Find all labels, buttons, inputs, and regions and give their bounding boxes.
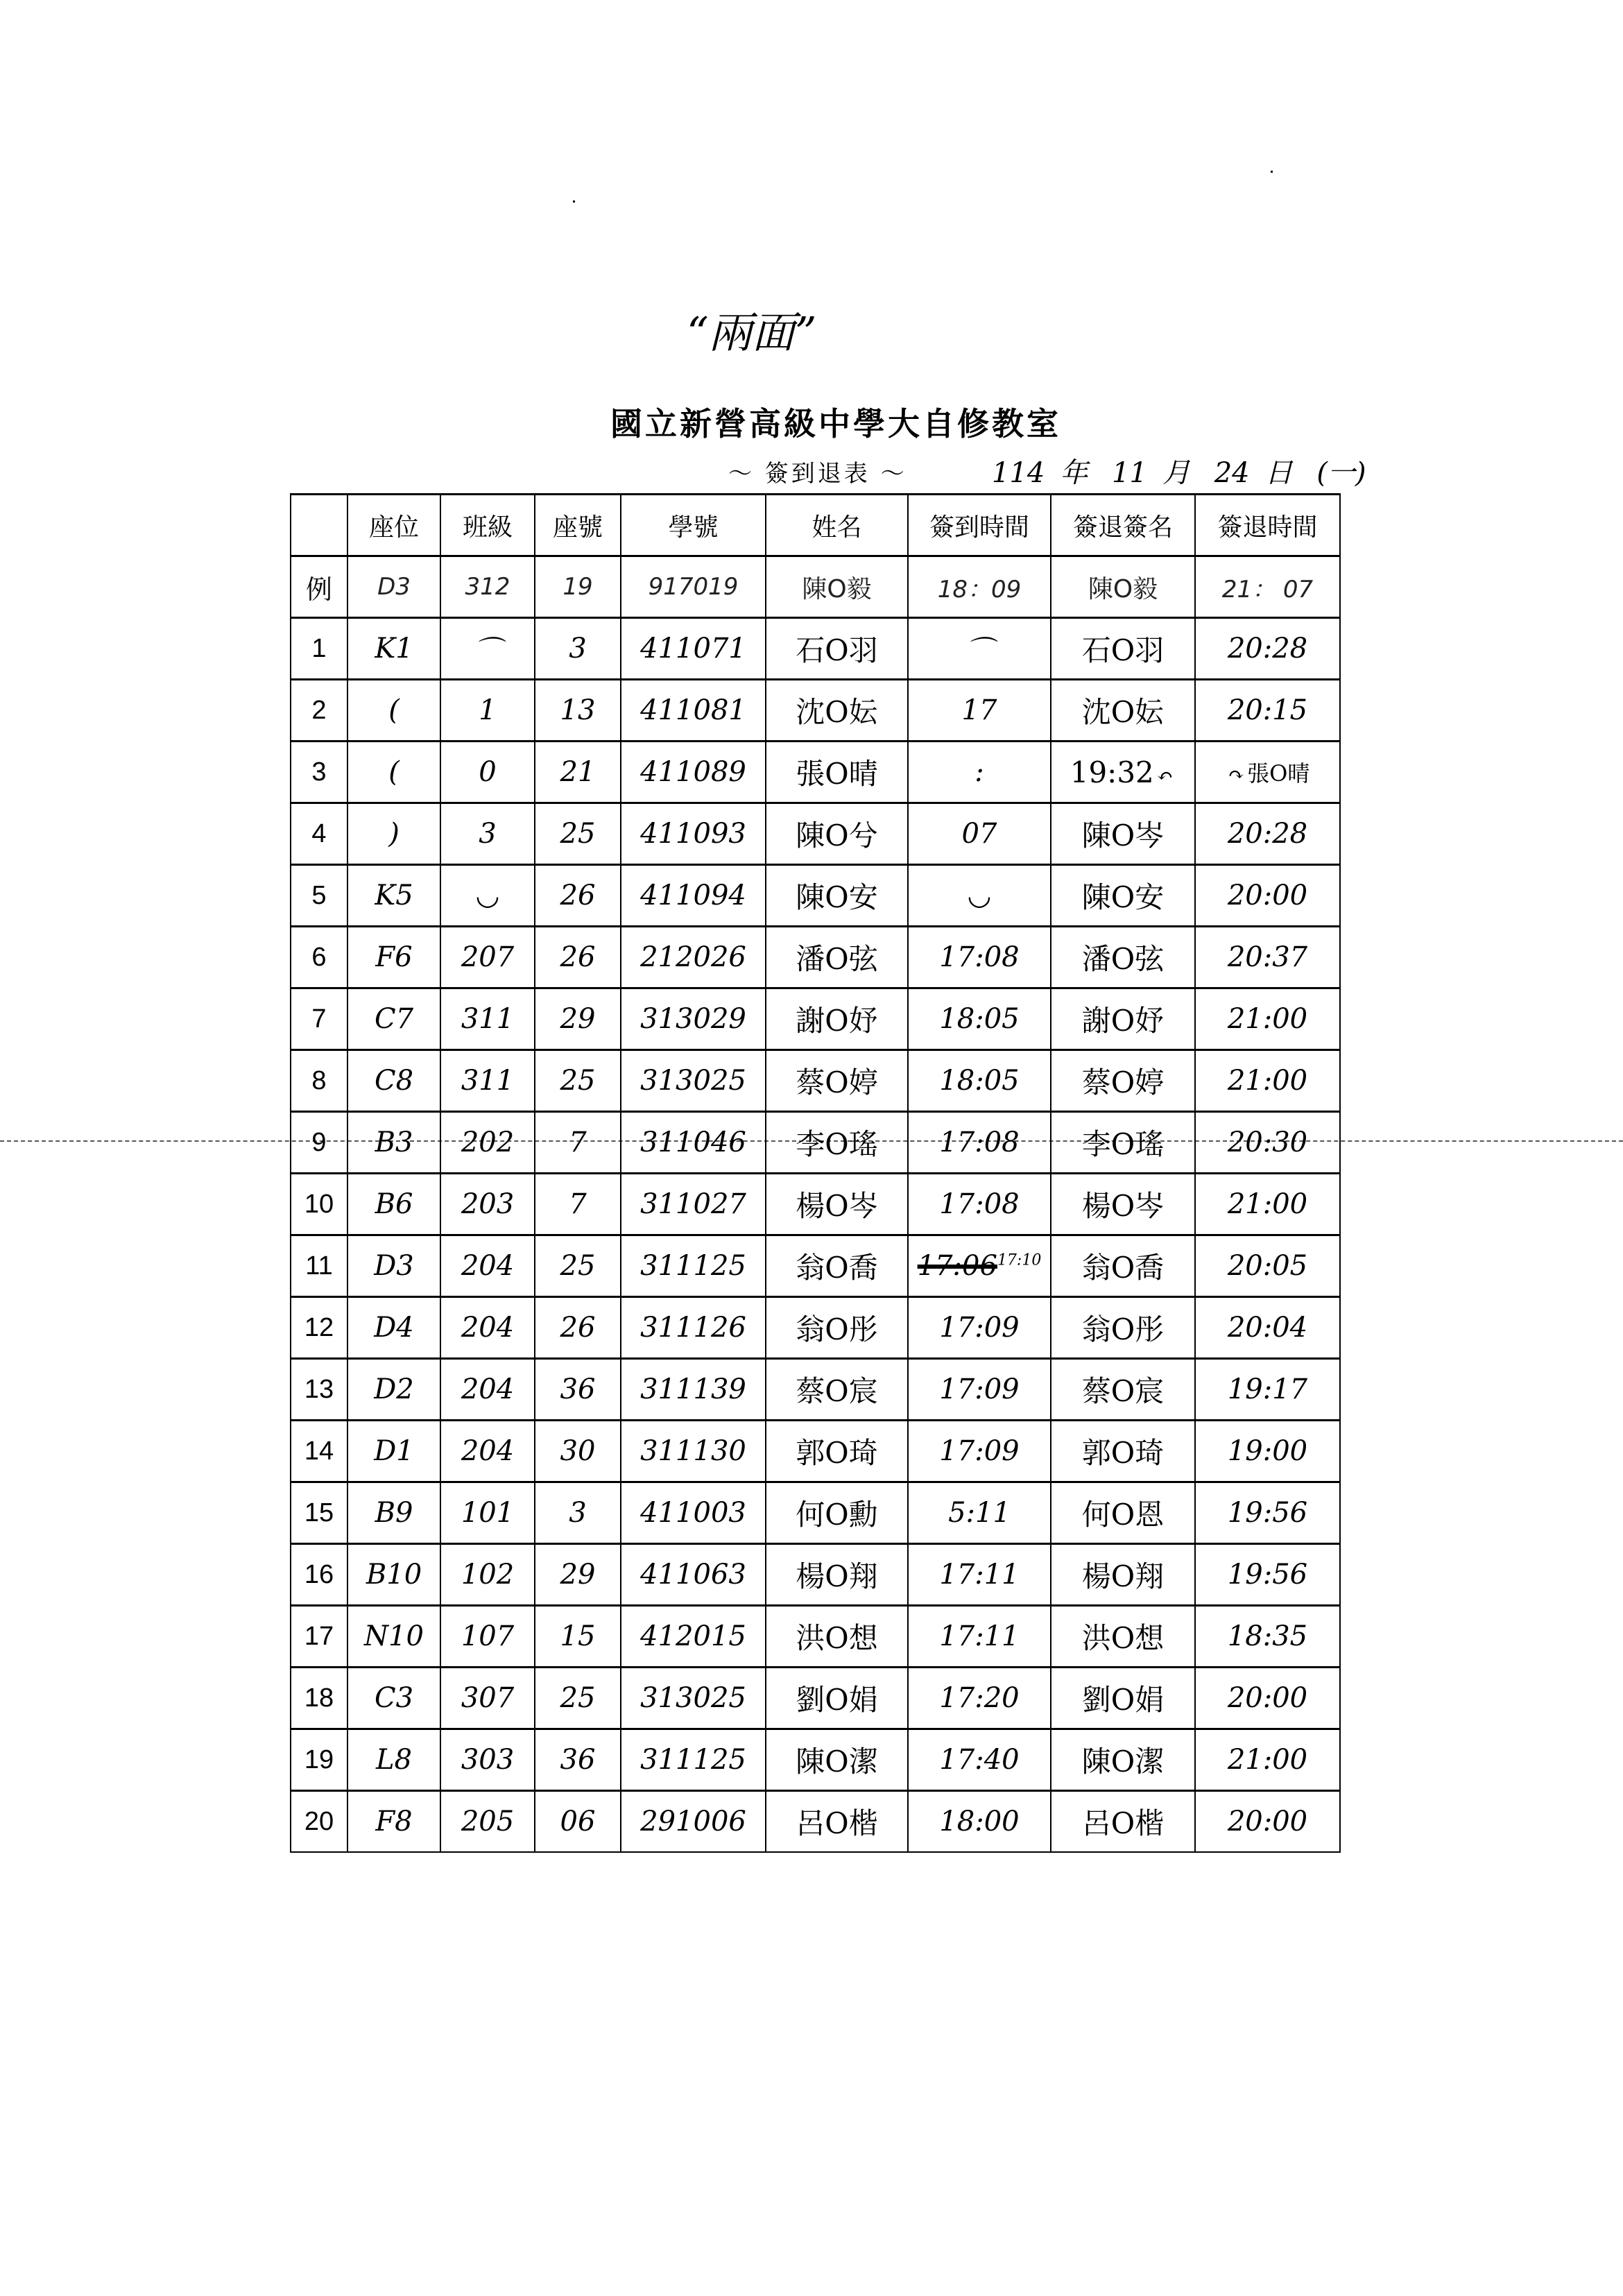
seat-no-cell: 25 — [535, 1050, 621, 1112]
checkout-time-cell: 20:05 — [1195, 1235, 1340, 1297]
name-cell: 陳O潔 — [766, 1729, 908, 1791]
student-id-cell: 291006 — [621, 1791, 766, 1853]
signout-signature-cell: 陳O安 — [1051, 865, 1195, 927]
seat-no-cell: 21 — [535, 742, 621, 803]
class-cell: 307 — [440, 1668, 535, 1729]
table-row — [291, 1482, 1340, 1544]
row-index: 4 — [291, 803, 347, 865]
signout-signature-cell: 翁O彤 — [1051, 1297, 1195, 1359]
class-cell: ◡ — [440, 865, 535, 927]
column-header: 簽到時間 — [908, 495, 1051, 556]
seat-no-cell: 29 — [535, 1544, 621, 1606]
swapped-value: 張O晴 — [1247, 760, 1310, 787]
page-subtitle: ～ 簽到退表 ～ — [728, 460, 907, 488]
seat-cell: K1 — [347, 618, 440, 680]
student-id-cell: 212026 — [621, 927, 766, 988]
table-row — [291, 803, 1340, 865]
row-index: 5 — [291, 865, 347, 927]
seat-cell: D3 — [347, 1235, 440, 1297]
class-cell: 102 — [440, 1544, 535, 1606]
seat-cell: ) — [347, 803, 440, 865]
row-index: 11 — [291, 1235, 347, 1297]
row-index: 1 — [291, 618, 347, 680]
student-id-cell: 313025 — [621, 1050, 766, 1112]
checkin-time-cell: 17:08 — [908, 927, 1051, 988]
swap-arrow-icon: ↶ — [1156, 764, 1174, 787]
checkin-time-cell: 17:40 — [908, 1729, 1051, 1791]
class-cell: 204 — [440, 1235, 535, 1297]
date-month: 11 — [1112, 457, 1147, 489]
name-cell: 陳O安 — [766, 865, 908, 927]
name-cell: 楊O岑 — [766, 1174, 908, 1235]
example-checkout: 21： 07 — [1195, 556, 1340, 618]
signout-signature-cell: 翁O喬 — [1051, 1235, 1195, 1297]
checkout-time-cell: 20:00 — [1195, 865, 1340, 927]
name-cell: 何O勳 — [766, 1482, 908, 1544]
signout-signature-cell: 洪O想 — [1051, 1606, 1195, 1668]
name-cell: 楊O翔 — [766, 1544, 908, 1606]
seat-cell: B9 — [347, 1482, 440, 1544]
header-row — [291, 495, 1340, 556]
seat-no-cell: 06 — [535, 1791, 621, 1853]
table-row — [291, 1174, 1340, 1235]
seat-no-cell: 30 — [535, 1421, 621, 1482]
name-cell: 郭O琦 — [766, 1421, 908, 1482]
column-header: 座位 — [347, 495, 440, 556]
row-index: 18 — [291, 1668, 347, 1729]
row-index: 8 — [291, 1050, 347, 1112]
seat-no-cell: 25 — [535, 1668, 621, 1729]
seat-cell: N10 — [347, 1606, 440, 1668]
column-header: 簽退簽名 — [1051, 495, 1195, 556]
checkin-time-cell: ⌒ — [908, 618, 1051, 680]
checkin-time-cell: ◡ — [908, 865, 1051, 927]
student-id-cell: 311126 — [621, 1297, 766, 1359]
example-signout-signature: 陳O毅 — [1051, 556, 1195, 618]
example-name: 陳O毅 — [766, 556, 908, 618]
seat-no-cell: 25 — [535, 1235, 621, 1297]
checkin-time-cell: 18:05 — [908, 1050, 1051, 1112]
student-id-cell: 411089 — [621, 742, 766, 803]
page-title: 國立新營高級中學大自修教室 — [610, 405, 1061, 443]
class-cell: 311 — [440, 1050, 535, 1112]
seat-no-cell: 3 — [535, 1482, 621, 1544]
student-id-cell: 311046 — [621, 1112, 766, 1174]
signout-signature-cell: 呂O楷 — [1051, 1791, 1195, 1853]
scan-speck — [573, 200, 575, 203]
student-id-cell: 412015 — [621, 1606, 766, 1668]
checkin-time-cell: 17:09 — [908, 1297, 1051, 1359]
table-row — [291, 1235, 1340, 1297]
name-cell: 翁O彤 — [766, 1297, 908, 1359]
checkin-time-cell: 5:11 — [908, 1482, 1051, 1544]
example-label: 例 — [291, 556, 347, 618]
student-id-cell: 411094 — [621, 865, 766, 927]
seat-no-cell: 36 — [535, 1729, 621, 1791]
row-index: 17 — [291, 1606, 347, 1668]
signout-signature-cell: 石O羽 — [1051, 618, 1195, 680]
student-id-cell: 313029 — [621, 988, 766, 1050]
name-cell: 蔡O宸 — [766, 1359, 908, 1421]
student-id-cell: 313025 — [621, 1668, 766, 1729]
checkout-time-cell: 20:00 — [1195, 1668, 1340, 1729]
seat-cell: D2 — [347, 1359, 440, 1421]
row-index: 3 — [291, 742, 347, 803]
class-cell: 204 — [440, 1297, 535, 1359]
table-row — [291, 618, 1340, 680]
date-year: 114 — [992, 457, 1045, 489]
signin-sheet-table — [290, 493, 1341, 1853]
seat-no-cell: 26 — [535, 865, 621, 927]
column-header: 簽退時間 — [1195, 495, 1340, 556]
signout-signature-cell: 郭O琦 — [1051, 1421, 1195, 1482]
signout-signature-cell: 蔡O婷 — [1051, 1050, 1195, 1112]
student-id-cell: 311125 — [621, 1235, 766, 1297]
signout-signature-cell: 何O恩 — [1051, 1482, 1195, 1544]
table-row — [291, 1050, 1340, 1112]
class-cell: ⌒ — [440, 618, 535, 680]
name-cell: 謝O妤 — [766, 988, 908, 1050]
column-header: 班級 — [440, 495, 535, 556]
checkin-time-cell: : — [908, 742, 1051, 803]
seat-cell: D1 — [347, 1421, 440, 1482]
row-index: 10 — [291, 1174, 347, 1235]
checkin-time-cell: 17 — [908, 680, 1051, 742]
table-row — [291, 1359, 1340, 1421]
name-cell: 潘O弦 — [766, 927, 908, 988]
signout-signature-cell: 陳O潔 — [1051, 1729, 1195, 1791]
student-id-cell: 311027 — [621, 1174, 766, 1235]
checkin-time-cell: 17:20 — [908, 1668, 1051, 1729]
student-id-cell: 411063 — [621, 1544, 766, 1606]
checkout-time-cell: 21:00 — [1195, 1174, 1340, 1235]
table-row — [291, 988, 1340, 1050]
seat-no-cell: 26 — [535, 927, 621, 988]
class-cell: 204 — [440, 1421, 535, 1482]
table-row — [291, 1729, 1340, 1791]
signout-signature-cell: 潘O弦 — [1051, 927, 1195, 988]
checkout-time-cell: 20:30 — [1195, 1112, 1340, 1174]
row-index: 9 — [291, 1112, 347, 1174]
seat-cell: B3 — [347, 1112, 440, 1174]
seat-no-cell: 26 — [535, 1297, 621, 1359]
name-cell: 翁O喬 — [766, 1235, 908, 1297]
checkin-time-cell: 18:00 — [908, 1791, 1051, 1853]
seat-cell: F6 — [347, 927, 440, 988]
date-day-unit: 日 — [1264, 457, 1293, 489]
seat-no-cell: 13 — [535, 680, 621, 742]
class-cell: 204 — [440, 1359, 535, 1421]
example-class: 312 — [440, 556, 535, 618]
struck-checkin-value: 17:06 — [917, 1250, 997, 1282]
corrected-checkin-value: 17:10 — [997, 1251, 1042, 1269]
class-cell: 202 — [440, 1112, 535, 1174]
checkout-time-cell: 18:35 — [1195, 1606, 1340, 1668]
date-weekday: (一) — [1316, 457, 1366, 489]
seat-no-cell: 36 — [535, 1359, 621, 1421]
name-cell: 沈O妘 — [766, 680, 908, 742]
signout-signature-cell: 劉O娟 — [1051, 1668, 1195, 1729]
checkout-time-cell: 19:56 — [1195, 1544, 1340, 1606]
signout-signature-cell: 謝O妤 — [1051, 988, 1195, 1050]
example-row — [291, 556, 1340, 618]
class-cell: 101 — [440, 1482, 535, 1544]
table-row — [291, 742, 1340, 803]
swapped-value: 19:32 — [1070, 755, 1154, 789]
seat-cell: L8 — [347, 1729, 440, 1791]
signout-signature-cell — [1051, 742, 1195, 803]
seat-no-cell: 15 — [535, 1606, 621, 1668]
example-checkin: 18：09 — [908, 556, 1051, 618]
checkin-time-cell — [908, 1235, 1051, 1297]
table-row — [291, 1544, 1340, 1606]
date-day: 24 — [1214, 457, 1250, 489]
column-header: 姓名 — [766, 495, 908, 556]
swap-arrow-icon: ↷ — [1228, 763, 1245, 786]
class-cell: 107 — [440, 1606, 535, 1668]
column-header: 學號 — [621, 495, 766, 556]
student-id-cell: 411081 — [621, 680, 766, 742]
seat-cell: C3 — [347, 1668, 440, 1729]
row-index: 12 — [291, 1297, 347, 1359]
checkin-time-cell: 17:08 — [908, 1174, 1051, 1235]
signout-signature-cell: 陳O岑 — [1051, 803, 1195, 865]
row-index: 6 — [291, 927, 347, 988]
signout-signature-cell: 楊O翔 — [1051, 1544, 1195, 1606]
row-index: 7 — [291, 988, 347, 1050]
checkin-time-cell: 17:08 — [908, 1112, 1051, 1174]
seat-cell: C7 — [347, 988, 440, 1050]
handwritten-annotation: “兩面” — [687, 307, 817, 358]
checkin-time-cell: 17:09 — [908, 1421, 1051, 1482]
table-row — [291, 1668, 1340, 1729]
checkout-time-cell: 20:28 — [1195, 803, 1340, 865]
signout-signature-cell: 李O瑤 — [1051, 1112, 1195, 1174]
seat-cell: ( — [347, 742, 440, 803]
seat-cell: K5 — [347, 865, 440, 927]
seat-cell: B10 — [347, 1544, 440, 1606]
checkout-time-cell: 20:28 — [1195, 618, 1340, 680]
student-id-cell: 311130 — [621, 1421, 766, 1482]
example-seat-no: 19 — [535, 556, 621, 618]
row-index: 15 — [291, 1482, 347, 1544]
student-id-cell: 411003 — [621, 1482, 766, 1544]
name-cell: 張O晴 — [766, 742, 908, 803]
checkout-time-cell: 19:00 — [1195, 1421, 1340, 1482]
name-cell: 李O瑤 — [766, 1112, 908, 1174]
row-index: 2 — [291, 680, 347, 742]
row-index: 19 — [291, 1729, 347, 1791]
seat-cell: ( — [347, 680, 440, 742]
seat-no-cell: 3 — [535, 618, 621, 680]
checkout-time-cell: 19:56 — [1195, 1482, 1340, 1544]
checkin-time-cell: 07 — [908, 803, 1051, 865]
checkout-time-cell: 20:15 — [1195, 680, 1340, 742]
seat-cell: F8 — [347, 1791, 440, 1853]
table-row — [291, 1297, 1340, 1359]
class-cell: 207 — [440, 927, 535, 988]
table-row — [291, 1421, 1340, 1482]
seat-no-cell: 29 — [535, 988, 621, 1050]
seat-cell: D4 — [347, 1297, 440, 1359]
name-cell: 劉O娟 — [766, 1668, 908, 1729]
column-header: 座號 — [535, 495, 621, 556]
table-row — [291, 1112, 1340, 1174]
scan-speck — [1271, 171, 1273, 173]
table-row — [291, 680, 1340, 742]
class-cell: 1 — [440, 680, 535, 742]
row-index: 13 — [291, 1359, 347, 1421]
student-id-cell: 311139 — [621, 1359, 766, 1421]
checkout-time-cell: 21:00 — [1195, 1050, 1340, 1112]
name-cell: 陳O兮 — [766, 803, 908, 865]
checkout-time-cell: 21:00 — [1195, 1729, 1340, 1791]
table-row — [291, 927, 1340, 988]
class-cell: 203 — [440, 1174, 535, 1235]
name-cell: 呂O楷 — [766, 1791, 908, 1853]
date-line — [992, 451, 1382, 490]
signout-signature-cell: 蔡O宸 — [1051, 1359, 1195, 1421]
class-cell: 0 — [440, 742, 535, 803]
checkin-time-cell: 17:11 — [908, 1606, 1051, 1668]
checkout-time-cell: 21:00 — [1195, 988, 1340, 1050]
name-cell: 石O羽 — [766, 618, 908, 680]
checkin-time-cell: 17:11 — [908, 1544, 1051, 1606]
class-cell: 3 — [440, 803, 535, 865]
checkout-time-cell: 20:00 — [1195, 1791, 1340, 1853]
checkin-time-cell: 17:09 — [908, 1359, 1051, 1421]
student-id-cell: 411093 — [621, 803, 766, 865]
class-cell: 205 — [440, 1791, 535, 1853]
seat-cell: B6 — [347, 1174, 440, 1235]
row-index: 14 — [291, 1421, 347, 1482]
date-year-unit: 年 — [1060, 457, 1088, 489]
checkout-time-cell: 19:17 — [1195, 1359, 1340, 1421]
class-cell: 303 — [440, 1729, 535, 1791]
row-index: 16 — [291, 1544, 347, 1606]
seat-no-cell: 7 — [535, 1112, 621, 1174]
table-row — [291, 1791, 1340, 1853]
checkout-time-cell — [1195, 742, 1340, 803]
signout-signature-cell: 楊O岑 — [1051, 1174, 1195, 1235]
example-seat: D3 — [347, 556, 440, 618]
class-cell: 311 — [440, 988, 535, 1050]
table-row — [291, 1606, 1340, 1668]
student-id-cell: 411071 — [621, 618, 766, 680]
seat-no-cell: 25 — [535, 803, 621, 865]
table-row — [291, 865, 1340, 927]
checkin-time-cell: 18:05 — [908, 988, 1051, 1050]
seat-cell: C8 — [347, 1050, 440, 1112]
date-month-unit: 月 — [1162, 457, 1190, 489]
student-id-cell: 311125 — [621, 1729, 766, 1791]
row-index: 20 — [291, 1791, 347, 1853]
signout-signature-cell: 沈O妘 — [1051, 680, 1195, 742]
example-student-id: 917019 — [621, 556, 766, 618]
checkout-time-cell: 20:37 — [1195, 927, 1340, 988]
name-cell: 洪O想 — [766, 1606, 908, 1668]
seat-no-cell: 7 — [535, 1174, 621, 1235]
column-header — [291, 495, 347, 556]
checkout-time-cell: 20:04 — [1195, 1297, 1340, 1359]
name-cell: 蔡O婷 — [766, 1050, 908, 1112]
